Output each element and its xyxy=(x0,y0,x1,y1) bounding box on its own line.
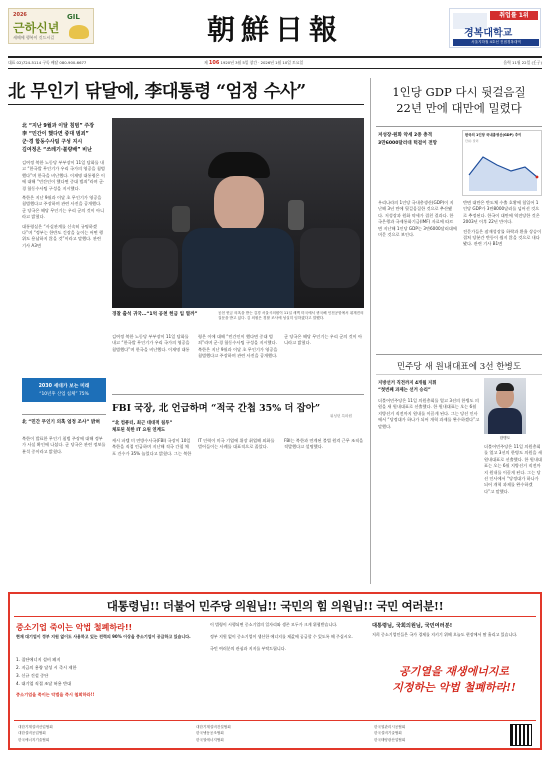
ad-left-intro: 현재 대기업이 정부 지원 없이도 사용하고 있는 전력의 90% 이상을 중소기업이 공급하고 있습니다. xyxy=(16,634,191,639)
lead-paragraph: 김여정 북한 노동당 부부장이 11일 담화를 내고 “한국발 무인기가 우리 국가의 영공을 침범했다”며 한국을 비난했다. 이재명 대통령은 이에 대해 “민간인이 했다면 중대 범죄”라며 군·경 합동수사팀 구성을 지시했다. xyxy=(22,160,105,191)
left-ad-sub: “10년후 산업 침체” 75% xyxy=(39,392,89,397)
democrats-photo-caption: 한병도 xyxy=(499,436,511,440)
qr-code-icon[interactable] xyxy=(510,724,532,746)
gdp-headline[interactable] xyxy=(376,84,542,116)
crowd-icon xyxy=(300,228,360,288)
ad-banner: 대통령님!! 더불어 민주당 의원님!! 국민의 힘 의원님!! 국민 여러분!! xyxy=(106,599,444,613)
ad-banner-rule xyxy=(14,616,536,617)
lead-paragraph: 북한은 지난 9월과 이달 초 무인기가 영공을 침범했다고 주장하며 관련 사진을 공개했다. 군 당국은 해당 무인기는 우리 군의 것이 아니라고 밝혔다. xyxy=(198,334,363,359)
gdp-deck-line: 저성장·원화 약세 2중 충격 xyxy=(378,133,433,138)
democrats-deck-line: 지방선거 직전까지 4개월 지휘 xyxy=(378,381,437,386)
association-name: 대한설비공업협회 xyxy=(18,731,46,736)
gdp-paragraph: 반면 대만은 반도체 수출 호황에 힘입어 1인당 GDP가 3만8000달러를 넘어선 것으로 추정된다. 한국이 대만에 역전당한 것은 2003년 이후 22년 만이다. xyxy=(463,200,540,225)
ad-center-paragraph: 정부 지원 없이 중소기업이 생산한 에너지를 제값에 공급할 수 있도록 해 주십시오. xyxy=(210,634,353,640)
gdp-point xyxy=(536,176,539,179)
photo-caption-detail: 공천 헌금 의혹을 받는 김경 서울시의원이 11일 새벽 미국에서 귀국해 인천공항에서 취재진의 질문을 받고 있다. 김 의원은 경찰 조사에 성실히 임하겠다고 말했다. xyxy=(218,311,364,320)
right-masthead-ad[interactable] xyxy=(449,8,541,48)
lead-rule xyxy=(8,104,364,105)
meta-rule xyxy=(8,68,542,69)
microphone-icon xyxy=(172,206,190,232)
democrats-deck-line: “첫번째 과제는 선거 승리” xyxy=(378,388,431,393)
bottom-advertisement[interactable] xyxy=(8,592,542,750)
left-ad-text: 2030 세대가 보는 미래 xyxy=(38,384,90,389)
association-name: 한국열관리시공협회 xyxy=(374,725,406,729)
association-name: 대한기계설비건설협회 xyxy=(196,725,231,729)
edition-bar xyxy=(8,58,542,67)
democrats-rule xyxy=(376,354,542,355)
fbi-deck-line: “北 컴퓨터, 최근 대대적 침투” xyxy=(112,421,173,426)
fbi-deck xyxy=(112,420,192,434)
association-name: 한국열에너지협회 xyxy=(196,737,224,742)
ad-numbered-list xyxy=(16,656,202,688)
democrats-headline[interactable]: 민주당 새 원내대표에 3선 한병도 xyxy=(396,362,522,372)
lead-deck xyxy=(22,122,106,154)
gdp-paragraph: 우리나라의 1인당 국내총생산(GDP)이 지난해 3년 만에 뒷걸음질한 것으로 추산됐다. 저성장과 원화 약세가 겹친 결과다. 한국은행과 국제통화기금(IMF) 자료에 따르면 지난해 1인당 GDP는 3만6000달러대에 머문 것으로 보인다. xyxy=(378,200,457,238)
ad-slogan-line: 공기열을 재생에너지로 xyxy=(398,665,510,678)
ad-headline: 근하신년 xyxy=(13,21,60,35)
ad-list-item: 2. 지금의 용량 달성 시 즉시 제한 xyxy=(16,665,77,670)
lead-paragraph: 김여정 북한 노동당 부부장이 11일 담화를 내고 “한국발 무인기가 우리 국가의 영공을 침범했다”며 한국을 비난했다. 이재명 대통령은 이에 대해 “민간인이 했다면 중대 범죄”라며 군·경 합동수사팀 구성을 지시했다. xyxy=(112,334,277,352)
lead-photo xyxy=(112,118,364,308)
hair-icon xyxy=(496,383,514,391)
ad-footer-center xyxy=(196,724,366,743)
ad-center-paragraph: 국민 여러분의 관심과 지지를 부탁드립니다. xyxy=(210,646,286,652)
democrats-body: 더불어민주당은 11일 의원총회를 열고 3선의 한병도 의원을 새 원내대표로 선출했다. 한 원내대표는 오는 6월 지방선거 직전까지 원내를 이끌게 된다. 그는 당선 인사에서 “당정대가 하나가 되어 개혁 과제를 완수하겠다”고 말했다. xyxy=(378,398,480,429)
left-masthead-ad[interactable] xyxy=(8,8,94,44)
microphone-icon xyxy=(288,200,304,230)
ad-year: 2026 xyxy=(13,12,27,18)
gdp-headline-line: 1인당 GDP 다시 뒷걸음질 xyxy=(392,85,526,99)
fbi-rule xyxy=(112,394,364,395)
ad-university-name: 경복대학교 xyxy=(464,28,513,39)
association-name: 한국에너지기술협회 xyxy=(18,737,50,742)
left-notice-title[interactable]: 北 “민간 무인기 의혹 엄정 조사” 밝혀 xyxy=(22,420,100,425)
gdp-chart-unit: 단위: 달러 xyxy=(465,139,479,143)
gift-icon xyxy=(69,25,89,39)
lead-deck-line: 군·경 합동수사팀 구성 지시 xyxy=(22,139,83,145)
ad-footer-right xyxy=(374,724,504,743)
gdp-deck xyxy=(378,132,458,148)
ad-brand: GIL xyxy=(67,13,80,21)
democrats-photo xyxy=(484,378,526,434)
ad-list-item: 4. 대기업 직접 조달 허용 반대 xyxy=(16,681,72,686)
lead-headline[interactable]: 北 무인기 닦달에, 李대통령 “엄정 수사” xyxy=(8,82,306,102)
lead-body xyxy=(22,160,106,375)
photo-caption: 경찰 출석 귀국…“1억 공천 헌금 입 열까” xyxy=(112,312,198,317)
ad-footer-rule xyxy=(14,720,536,721)
ad-right-title: 대통령님, 국회의원님, 국민여러분! xyxy=(372,623,453,629)
cap-icon xyxy=(208,152,270,178)
association-name: 한국태양광산업협회 xyxy=(374,737,406,742)
ad-slogan xyxy=(372,664,536,696)
democrats-subrule xyxy=(376,374,542,375)
lead-paragraph: 북한은 지난 9월과 이달 초 무인기가 영공을 침범했다고 주장하며 관련 사진을 공개했다. 군 당국은 해당 무인기는 우리 군의 것이 아니라고 밝혔다. xyxy=(22,195,105,220)
association-name: 한국냉동공조협회 xyxy=(196,731,224,736)
lead-deck-line: 김여정은 “쓰레기·불량배” 비난 xyxy=(22,147,92,153)
ad-right-body: 저희 중소기업인들은 국가 경제를 지키기 위해 오늘도 현장에서 땀 흘리고 있습니다. xyxy=(372,632,518,637)
fbi-paragraph: FBI는 북한과 연계된 불법 원격 근무 조직을 적발했다고 설명했다. xyxy=(284,438,364,450)
lead-deck-line: 北 “지난 9월과 이달 침범” 주장 xyxy=(22,123,95,129)
ad-slogan-line: 지정하는 악법 철폐하라!! xyxy=(392,681,516,694)
ad-sub: 새해에 행복이 깃드시길 xyxy=(13,35,55,40)
left-column-ad[interactable] xyxy=(22,378,106,402)
lead-paragraph: 대통령실은 “사실관계를 신속히 규명하겠다”며 “정부는 한반도 긴장을 높이는 어떤 행위도 용납하지 않을 것”이라고 말했다. 관련 기사 A3면 xyxy=(22,223,104,248)
coat-icon xyxy=(182,228,294,308)
association-name: 대한기계설비산업협회 xyxy=(18,725,53,729)
ad-left-footer: 중소기업을 죽이는 악법을 즉시 철회하라!! xyxy=(16,692,95,697)
lunar-date: 음력 11월 22일 (壬子) xyxy=(503,60,542,65)
ad-subway: 서울지하철 4호선 진접경복대역 xyxy=(453,39,539,46)
contact-info: 대표 02)724-5114 구독 배달 080-900-6677 xyxy=(8,60,87,65)
issue-info xyxy=(204,58,303,68)
ad-footer-left xyxy=(18,724,188,743)
newspaper-masthead: 朝鮮日報 xyxy=(206,13,343,46)
ad-list-item: 3. 신규 건설 중단 xyxy=(16,673,49,678)
gdp-line-svg xyxy=(465,145,541,193)
issue-number: 106 xyxy=(208,60,220,66)
fbi-byline: 워싱턴 특파원 xyxy=(330,414,352,418)
association-name: 한국설비기술협회 xyxy=(374,731,402,736)
fbi-body xyxy=(112,438,364,578)
gdp-paragraph: 전문가들은 잠재성장률 하락과 환율 상승이 겹쳐 당분간 반등이 쉽지 않을 것으로 내다봤다. 관련 기사 B1면 xyxy=(463,228,542,247)
ad-left-title: 중소기업 죽이는 악법 철폐하라!! xyxy=(16,623,133,632)
suit-icon xyxy=(488,408,522,434)
ad-badge: 취업률 1위 xyxy=(490,11,538,20)
issue-date: 1920년 3월 5일 창간 · 2026년 1월 10일 토요일 xyxy=(220,60,304,65)
column-divider xyxy=(370,78,371,584)
lead-continuation xyxy=(112,334,364,390)
fbi-headline[interactable]: FBI 국장, 北 언급하며 “적국 간첩 35% 더 잡아” xyxy=(112,403,321,414)
ad-center-paragraph: 이 법령이 시행되면 중소기업의 일자리와 생존 모두가 크게 위협받습니다. xyxy=(210,622,338,627)
gdp-body xyxy=(378,200,542,346)
gdp-rule xyxy=(376,126,542,127)
left-column-rule xyxy=(22,414,106,418)
gdp-chart-title: 한국의 1인당 국내총생산(GDP) 추이 xyxy=(465,133,522,137)
fbi-deck-line: 체포된 북한 IT 요원 연계도 xyxy=(112,428,166,433)
face-icon xyxy=(214,176,264,232)
ad-list-item: 1. 집단에너지 설비 폐지 xyxy=(16,657,61,662)
gdp-headline-line: 22년 만에 대만에 밀렸다 xyxy=(396,101,522,115)
left-notice-body: 북한이 발표한 무인기 침범 주장에 대해 정부가 사실 확인에 나섰다. 군 당국은 관련 정보를 분석 중이라고 밝혔다. xyxy=(22,436,106,454)
ad-center-text xyxy=(210,622,362,718)
gdp-chart xyxy=(462,130,542,196)
democrats-deck xyxy=(378,380,478,394)
lead-deck-line: 李 “민간이 했다면 중대 범죄” xyxy=(22,131,89,137)
democrats-body-cont: 더불어민주당은 11일 의원총회를 열고 3선의 한병도 의원을 새 원내대표로 선출했다. 한 원내대표는 오는 6월 지방선거 직전까지 원내를 이끌게 된다. 그는 당선 인사에서 “당정대가 하나가 되어 개혁 과제를 완수하겠다”고 말했다. xyxy=(484,444,542,494)
issue-prefix: 제 xyxy=(204,60,209,65)
fbi-paragraph: 캐시 파텔 미 연방수사국(FBI) 국장이 10일 북한을 직접 언급하며 지난해 적국 간첩 체포 건수가 35% 늘었다고 밝혔다. 그는 북한 IT 인력이 미국 기업에 위장 취업해 외화를 벌어들이는 사례를 대표적으로 꼽았다. xyxy=(112,438,275,456)
crowd-icon xyxy=(122,238,178,288)
gdp-deck-line: 3만6000달러대 턱걸이 전망 xyxy=(378,141,438,146)
